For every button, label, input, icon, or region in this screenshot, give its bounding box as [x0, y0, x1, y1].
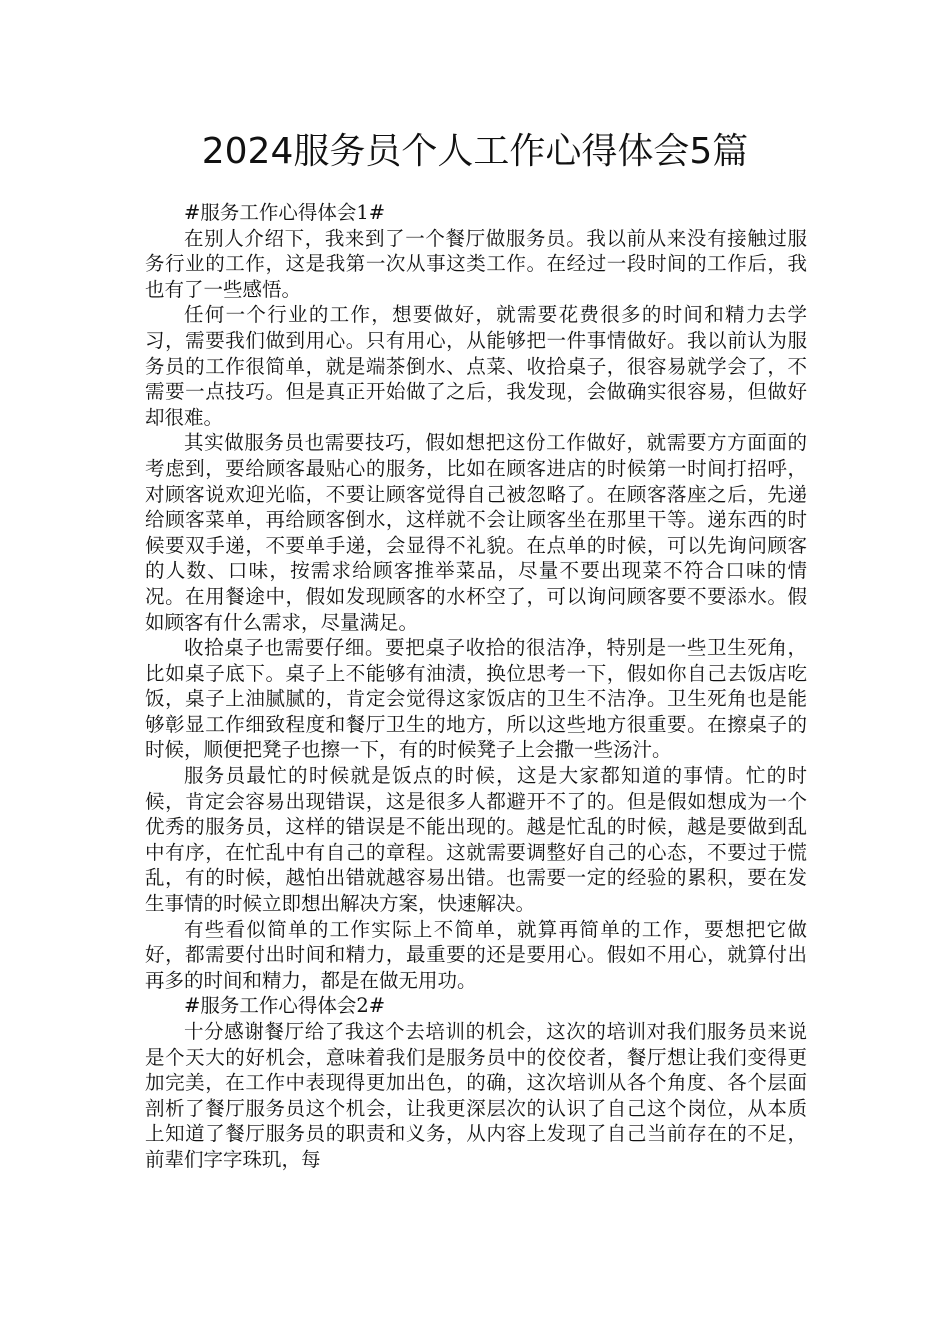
paragraph: 其实做服务员也需要技巧，假如想把这份工作做好，就需要方方面面的考虑到，要给顾客最贴心的服务，比如在顾客进店的时候第一时间打招呼，对顾客说欢迎光临，不要让顾客觉得自己被忽略了。在顾客落座之后，先递给顾客菜单，再给顾客倒水，这样就不会让顾客坐在那里干等。递东西的时候要双手递，不要单手递，会显得不礼貌。在点单的时候，可以先询问顾客的人数、口味，按需求给顾客推举菜品，尽量不要出现菜不符合口味的情况。在用餐途中，假如发现顾客的水杯空了，可以询问顾客要不要添水。假如顾客有什么需求，尽量满足。: [145, 431, 807, 634]
document-title: 2024服务员个人工作心得体会5篇: [201, 131, 749, 172]
paragraph: 在别人介绍下，我来到了一个餐厅做服务员。我以前从来没有接触过服务行业的工作，这是我第一次从事这类工作。在经过一段时间的工作后，我也有了一些感悟。: [145, 226, 807, 301]
paragraph: 任何一个行业的工作，想要做好，就需要花费很多的时间和精力去学习，需要我们做到用心。只有用心，从能够把一件事情做好。我以前认为服务员的工作很简单，就是端茶倒水、点菜、收拾桌子，很容易就学会了，不需要一点技巧。但是真正开始做了之后，我发现，会做确实很容易，但做好却很难。: [145, 303, 807, 429]
document-body: [145, 200, 807, 1173]
section-heading-1: #服务工作心得体会1#: [184, 201, 386, 224]
paragraph: 十分感谢餐厅给了我这个去培训的机会，这次的培训对我们服务员来说是个天大的好机会，意味着我们是服务员中的佼佼者，餐厅想让我们变得更加完美，在工作中表现得更加出色，的确，这次培训从各个角度、各个层面剖析了餐厅服务员这个机会，让我更深层次的认识了自己这个岗位，从本质上知道了餐厅服务员的职责和义务，从内容上发现了自己当前存在的不足，前辈们字字珠玑，每: [145, 1020, 807, 1171]
paragraph: 有些看似简单的工作实际上不简单，就算再简单的工作，要想把它做好，都需要付出时间和精力，最重要的还是要用心。假如不用心，就算付出再多的时间和精力，都是在做无用功。: [145, 917, 807, 992]
paragraph: 收拾桌子也需要仔细。要把桌子收拾的很洁净，特别是一些卫生死角，比如桌子底下。桌子上不能够有油渍，换位思考一下，假如你自己去饭店吃饭，桌子上油腻腻的，肯定会觉得这家饭店的卫生不洁净。卫生死角也是能够彰显工作细致程度和餐厅卫生的地方，所以这些地方很重要。在擦桌子的时候，顺便把凳子也擦一下，有的时候凳子上会撒一些汤汁。: [145, 636, 807, 762]
section-heading-2: #服务工作心得体会2#: [184, 994, 386, 1018]
paragraph: 服务员最忙的时候就是饭点的时候，这是大家都知道的事情。忙的时候，肯定会容易出现错误，这是很多人都避开不了的。但是假如想成为一个优秀的服务员，这样的错误是不能出现的。越是忙乱的时候，越是要做到乱中有序，在忙乱中有自己的章程。这就需要调整好自己的心态，不要过于慌乱，有的时候，越怕出错就越容易出错。也需要一定的经验的累积，要在发生事情的时候立即想出解决方案，快速解决。: [145, 764, 807, 916]
